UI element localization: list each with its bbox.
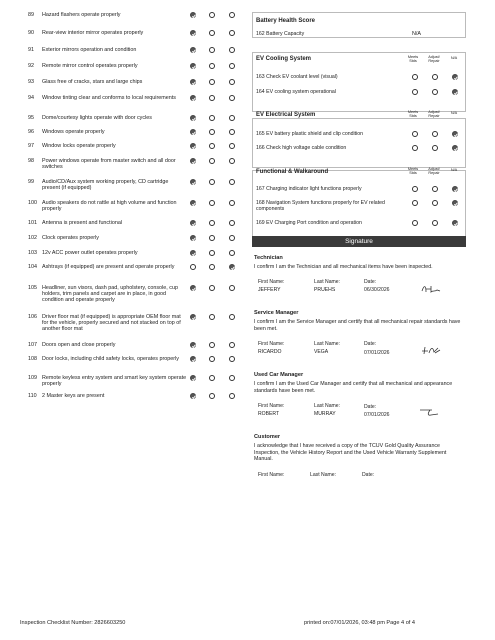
- row-label: EV Charging Port condition and operation: [266, 220, 362, 226]
- header-adjust: Adjust/ Repair: [428, 55, 440, 64]
- meets-standard-radio[interactable]: [412, 89, 418, 95]
- row-label: Windows operate properly: [42, 129, 105, 135]
- meets-standard-radio[interactable]: [412, 220, 418, 226]
- adjust-repair-radio[interactable]: [209, 342, 215, 348]
- adjust-repair-radio[interactable]: [209, 375, 215, 381]
- date-label: Date:: [362, 472, 375, 478]
- na-radio[interactable]: [452, 131, 458, 137]
- na-radio[interactable]: [229, 143, 235, 149]
- row-number: 166: [256, 145, 265, 151]
- row-label: EV battery plastic shield and clip condition: [266, 131, 363, 137]
- row-number: 169: [256, 220, 265, 226]
- meets-standard-radio[interactable]: [190, 314, 196, 320]
- adjust-repair-radio[interactable]: [209, 264, 215, 270]
- na-radio[interactable]: [452, 145, 458, 151]
- technician-text: I confirm I am the Technician and all mechanical items have been inspected.: [254, 264, 433, 270]
- row-label: Audio/CD/Aux system working properly, CD cartridge present (if equipped): [42, 179, 169, 192]
- row-number: 92: [28, 63, 34, 69]
- meets-standard-radio[interactable]: [190, 250, 196, 256]
- used-last-name: MURRAY: [314, 411, 336, 417]
- row-label: Remote mirror control operates properly: [42, 63, 138, 69]
- na-radio[interactable]: [229, 250, 235, 256]
- row-number: 96: [28, 129, 34, 135]
- battery-capacity-value: N/A: [412, 31, 421, 37]
- row-number: 164: [256, 89, 265, 95]
- adjust-repair-radio[interactable]: [209, 79, 215, 85]
- meets-standard-radio[interactable]: [190, 179, 196, 185]
- date-label: Date:: [364, 279, 377, 285]
- service-manager-text: I confirm I am the Service Manager and certify that all mechanical repair standards have been met.: [254, 319, 461, 332]
- header-meets: Meets Stds: [407, 167, 419, 176]
- adjust-repair-radio[interactable]: [209, 115, 215, 121]
- meets-standard-radio[interactable]: [190, 79, 196, 85]
- header-na: N/A: [450, 168, 458, 172]
- na-radio[interactable]: [229, 220, 235, 226]
- header-adjust: Adjust/ Repair: [428, 110, 440, 119]
- row-label: Exterior mirrors operation and condition: [42, 47, 137, 53]
- row-number: 167: [256, 186, 265, 192]
- row-label: Window locks operate properly: [42, 143, 116, 149]
- meets-standard-radio[interactable]: [190, 393, 196, 399]
- na-radio[interactable]: [229, 235, 235, 241]
- row-label: Clock operates properly: [42, 235, 99, 241]
- row-number: 97: [28, 143, 34, 149]
- row-text: [256, 145, 406, 151]
- na-radio[interactable]: [229, 393, 235, 399]
- first-name-label: First Name:: [258, 341, 285, 347]
- adjust-repair-radio[interactable]: [432, 186, 438, 192]
- adjust-repair-radio[interactable]: [209, 179, 215, 185]
- row-number: 100: [28, 200, 37, 206]
- row-number: 101: [28, 220, 37, 226]
- header-meets: Meets Stds: [407, 55, 419, 64]
- adjust-repair-radio[interactable]: [209, 129, 215, 135]
- na-radio[interactable]: [452, 200, 458, 206]
- row-label: Remote keyless entry system and smart key system operate properly: [42, 375, 187, 388]
- service-manager-title: Service Manager: [254, 310, 299, 316]
- na-radio[interactable]: [229, 375, 235, 381]
- meets-standard-radio[interactable]: [190, 375, 196, 381]
- service-last-name: VEGA: [314, 349, 329, 355]
- row-number: 102: [28, 235, 37, 241]
- na-radio[interactable]: [452, 89, 458, 95]
- last-name-label: Last Name:: [314, 279, 341, 285]
- na-radio[interactable]: [229, 264, 235, 270]
- meets-standard-radio[interactable]: [412, 145, 418, 151]
- adjust-repair-radio[interactable]: [432, 89, 438, 95]
- date-label: Date:: [364, 404, 377, 410]
- meets-standard-radio[interactable]: [190, 129, 196, 135]
- row-label: Charging indicator light functions properly: [266, 186, 362, 192]
- used-first-name: ROBERT: [258, 411, 280, 417]
- na-radio[interactable]: [229, 47, 235, 53]
- header-adjust: Adjust/ Repair: [428, 167, 440, 176]
- row-number: 95: [28, 115, 34, 121]
- row-number: 109: [28, 375, 37, 381]
- header-na: N/A: [450, 111, 458, 115]
- last-name-label: Last Name:: [314, 341, 341, 347]
- row-text: [256, 74, 406, 80]
- na-radio[interactable]: [229, 79, 235, 85]
- na-radio[interactable]: [229, 179, 235, 185]
- meets-standard-radio[interactable]: [412, 186, 418, 192]
- row-number: 98: [28, 158, 34, 164]
- adjust-repair-radio[interactable]: [209, 12, 215, 18]
- row-label: Door locks, including child safety locks, operates properly: [42, 356, 179, 362]
- adjust-repair-radio[interactable]: [432, 200, 438, 206]
- row-label: Glass free of cracks, stars and large chips: [42, 79, 143, 85]
- customer-text: I acknowledge that I have received a copy of the TCUV Gold Quality Assurance Inspection, the Vehicle History Report and the Used Vehicle Warranty Supplement Manual.: [254, 443, 447, 463]
- adjust-repair-radio[interactable]: [432, 131, 438, 137]
- first-name-label: First Name:: [258, 472, 285, 478]
- adjust-repair-radio[interactable]: [209, 143, 215, 149]
- na-radio[interactable]: [452, 186, 458, 192]
- first-name-label: First Name:: [258, 279, 285, 285]
- na-radio[interactable]: [229, 95, 235, 101]
- adjust-repair-radio[interactable]: [432, 145, 438, 151]
- row-number: 106: [28, 314, 37, 320]
- row-number: 162: [256, 31, 265, 37]
- meets-standard-radio[interactable]: [412, 131, 418, 137]
- row-number: 93: [28, 79, 34, 85]
- row-label: Check high voltage cable condition: [266, 145, 347, 151]
- date-label: Date:: [364, 341, 377, 347]
- battery-row: [256, 31, 406, 37]
- customer-title: Customer: [254, 434, 281, 440]
- row-number: 94: [28, 95, 34, 101]
- na-radio[interactable]: [229, 285, 235, 291]
- adjust-repair-radio[interactable]: [432, 74, 438, 80]
- signature-bar: Signature: [252, 236, 466, 247]
- meets-standard-radio[interactable]: [190, 200, 196, 206]
- na-radio[interactable]: [229, 115, 235, 121]
- row-number: 104: [28, 264, 37, 270]
- row-text: [256, 220, 406, 226]
- row-label: Ashtrays (if equipped) are present and operate properly: [42, 264, 175, 270]
- row-label: Battery Capacity: [266, 31, 305, 37]
- row-number: 110: [28, 393, 37, 399]
- na-radio[interactable]: [229, 12, 235, 18]
- technician-title: Technician: [254, 255, 283, 261]
- meets-standard-radio[interactable]: [190, 63, 196, 69]
- first-name-label: First Name:: [258, 403, 285, 409]
- row-text: [256, 186, 406, 192]
- meets-standard-radio[interactable]: [412, 200, 418, 206]
- na-radio[interactable]: [229, 342, 235, 348]
- print-info: printed on:07/01/2026, 03:48 pm Page 4 of 4: [304, 620, 416, 626]
- row-number: 163: [256, 74, 265, 80]
- adjust-repair-radio[interactable]: [209, 95, 215, 101]
- na-radio[interactable]: [229, 158, 235, 164]
- header-meets: Meets Stds: [407, 110, 419, 119]
- row-text: [256, 200, 406, 212]
- adjust-repair-radio[interactable]: [209, 356, 215, 362]
- service-date: 07/01/2026: [364, 350, 390, 356]
- checklist-number: Inspection Checklist Number: 2826603250: [20, 620, 126, 626]
- adjust-repair-radio[interactable]: [209, 220, 215, 226]
- header-na: N/A: [450, 56, 458, 60]
- meets-standard-radio[interactable]: [190, 285, 196, 291]
- row-label: 12v ACC power outlet operates properly: [42, 250, 138, 256]
- meets-standard-radio[interactable]: [190, 143, 196, 149]
- meets-standard-radio[interactable]: [190, 12, 196, 18]
- na-radio[interactable]: [229, 129, 235, 135]
- na-radio[interactable]: [452, 220, 458, 226]
- row-label: Audio speakers do not rattle at high volume and function properly: [42, 200, 177, 213]
- functional-title: Functional & Walkaround: [256, 169, 329, 175]
- row-number: 108: [28, 356, 37, 362]
- row-label: Check EV coolant level (visual): [266, 74, 338, 80]
- na-radio[interactable]: [229, 63, 235, 69]
- na-radio[interactable]: [229, 314, 235, 320]
- row-label: EV cooling system operational: [266, 89, 336, 95]
- adjust-repair-radio[interactable]: [209, 200, 215, 206]
- row-number: 89: [28, 12, 34, 18]
- row-label: Headliner, sun visors, dash pad, upholstery, console, cup holders, trim panels and carpet are in place, in good condition and operate properly: [42, 285, 178, 304]
- technician-signature-icon: [420, 284, 442, 294]
- meets-standard-radio[interactable]: [190, 342, 196, 348]
- technician-last-name: PRUEHS: [314, 287, 336, 293]
- adjust-repair-radio[interactable]: [209, 393, 215, 399]
- battery-title: Battery Health Score: [256, 18, 316, 24]
- adjust-repair-radio[interactable]: [432, 220, 438, 226]
- row-label: Window tinting clear and conforms to local requirements: [42, 95, 176, 101]
- meets-standard-radio[interactable]: [190, 220, 196, 226]
- row-number: 165: [256, 131, 265, 137]
- ev-electrical-section: [252, 118, 466, 168]
- row-label: Doors open and close properly: [42, 342, 116, 348]
- adjust-repair-radio[interactable]: [209, 158, 215, 164]
- used-car-manager-text: I confirm I am the Used Car Manager and certify that all mechanical and appearance standards have been met.: [254, 381, 453, 394]
- adjust-repair-radio[interactable]: [209, 30, 215, 36]
- service-first-name: RICARDO: [258, 349, 282, 355]
- row-number: 90: [28, 30, 34, 36]
- row-label: Antenna is present and functional: [42, 220, 123, 226]
- row-label: 2 Master keys are present: [42, 393, 105, 399]
- adjust-repair-radio[interactable]: [209, 314, 215, 320]
- technician-date: 06/30/2026: [364, 287, 390, 293]
- row-label: Navigation System functions properly for EV related components: [256, 200, 385, 212]
- row-label: Hazard flashers operate properly: [42, 12, 121, 18]
- row-text: [256, 89, 406, 95]
- last-name-label: Last Name:: [310, 472, 337, 478]
- meets-standard-radio[interactable]: [190, 235, 196, 241]
- row-label: Power windows operate from master switch and all door switches: [42, 158, 176, 171]
- meets-standard-radio[interactable]: [190, 95, 196, 101]
- row-label: Rear-view interior mirror operates properly: [42, 30, 144, 36]
- row-number: 103: [28, 250, 37, 256]
- na-radio[interactable]: [229, 200, 235, 206]
- meets-standard-radio[interactable]: [190, 115, 196, 121]
- ev-cooling-title: EV Cooling System: [256, 56, 312, 62]
- row-label: Driver floor mat (if equipped) is appropriate OEM floor mat for the vehicle, properly secured and not stacked on top of another floor mat: [42, 314, 181, 333]
- used-date: 07/01/2026: [364, 412, 390, 418]
- adjust-repair-radio[interactable]: [209, 285, 215, 291]
- meets-standard-radio[interactable]: [412, 74, 418, 80]
- row-number: 168: [256, 200, 265, 206]
- adjust-repair-radio[interactable]: [209, 250, 215, 256]
- meets-standard-radio[interactable]: [190, 356, 196, 362]
- used-car-manager-title: Used Car Manager: [254, 372, 304, 378]
- meets-standard-radio[interactable]: [190, 47, 196, 53]
- technician-first-name: JEFFERY: [258, 287, 281, 293]
- meets-standard-radio[interactable]: [190, 158, 196, 164]
- ev-electrical-title: EV Electrical System: [256, 112, 316, 118]
- row-number: 91: [28, 47, 34, 53]
- service-signature-icon: [420, 345, 442, 355]
- adjust-repair-radio[interactable]: [209, 63, 215, 69]
- adjust-repair-radio[interactable]: [209, 47, 215, 53]
- na-radio[interactable]: [452, 74, 458, 80]
- row-number: 105: [28, 285, 37, 291]
- used-signature-icon: [418, 407, 440, 417]
- adjust-repair-radio[interactable]: [209, 235, 215, 241]
- row-number: 107: [28, 342, 37, 348]
- na-radio[interactable]: [229, 356, 235, 362]
- meets-standard-radio[interactable]: [190, 30, 196, 36]
- last-name-label: Last Name:: [314, 403, 341, 409]
- meets-standard-radio[interactable]: [190, 264, 196, 270]
- row-number: 99: [28, 179, 34, 185]
- row-text: [256, 131, 406, 137]
- row-label: Dome/courtesy lights operate with door cycles: [42, 115, 152, 121]
- na-radio[interactable]: [229, 30, 235, 36]
